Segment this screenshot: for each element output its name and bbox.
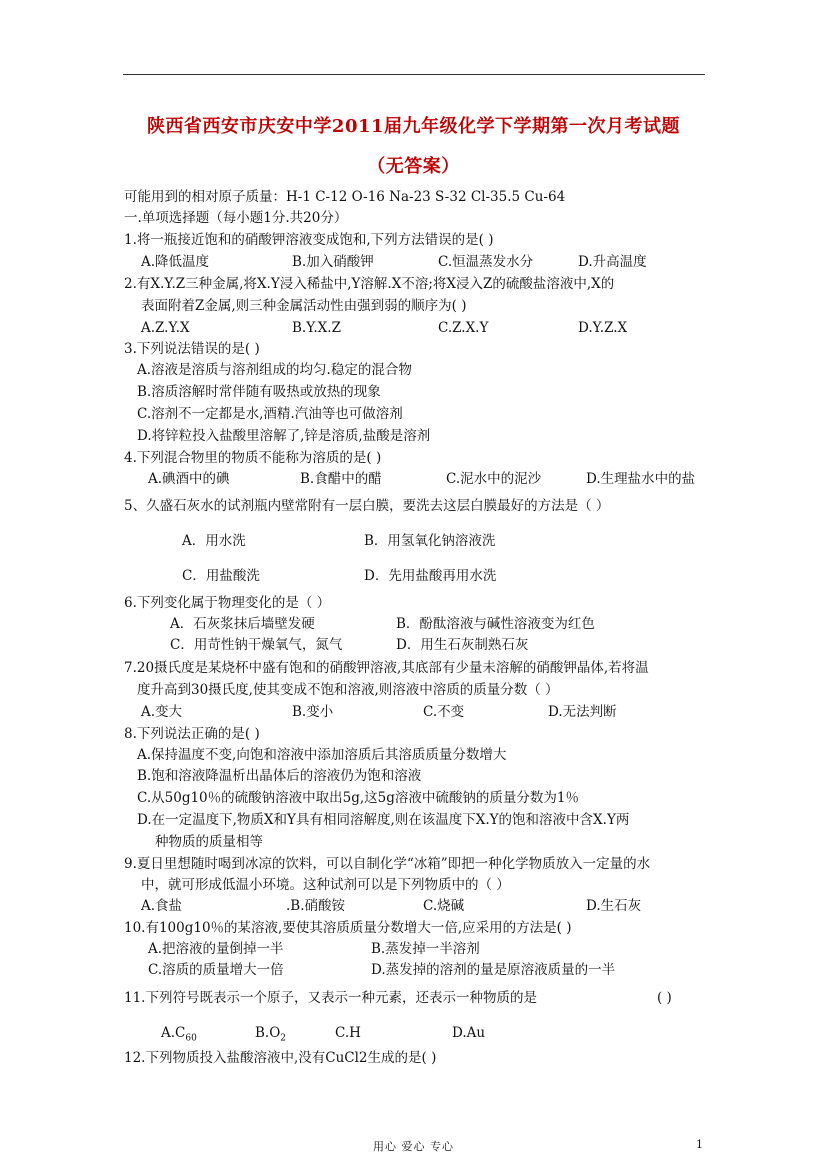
question-1-option-a: A.降低温度 xyxy=(141,254,210,270)
question-11-stem: 11.下列符号既表示一个原子，又表示一种元素，还表示一种物质的是 xyxy=(124,990,537,1006)
question-9-stem-1: 9.夏日里想随时喝到冰凉的饮料，可以自制化学“冰箱”即把一种化学物质放入一定量的水 xyxy=(124,856,651,872)
question-8-option-b: B.饱和溶液降温析出晶体后的溶液仍为饱和溶液 xyxy=(137,768,422,784)
question-8-option-d-1: D.在一定温度下,物质X和Y具有相同溶解度,则在该温度下X.Y的饱和溶液中含X.Y两 xyxy=(137,812,630,828)
page-footer: 用心 爱心 专心 xyxy=(373,1140,454,1153)
question-10-stem: 10.有100g10％的某溶液,要使其溶质质量分数增大一倍,应采用的方法是( ) xyxy=(124,920,572,936)
question-7-option-b: B.变小 xyxy=(292,704,334,720)
question-5-option-b: B．用氢氧化钠溶液洗 xyxy=(364,533,496,549)
question-10-option-c: C.溶质的质量增大一倍 xyxy=(148,962,284,978)
question-7-option-a: A.变大 xyxy=(141,704,183,720)
question-8-option-c: C.从50g10％的硫酸钠溶液中取出5g,这5g溶液中硫酸钠的质量分数为1％ xyxy=(137,790,579,806)
question-4-option-d: D.生理盐水中的盐 xyxy=(586,471,696,487)
question-11-option-c: C.H xyxy=(335,1025,361,1041)
question-7-stem-2: 度升高到30摄氏度,使其变成不饱和溶液,则溶液中溶质的质量分数（ ） xyxy=(137,682,559,698)
question-3-option-d: D.将锌粒投入盐酸里溶解了,锌是溶质,盐酸是溶剂 xyxy=(137,428,431,444)
question-9-option-d: D.生石灰 xyxy=(586,898,642,914)
question-12-stem: 12.下列物质投入盐酸溶液中,没有CuCl2生成的是( ) xyxy=(124,1050,437,1066)
question-9-option-b: .B.硝酸铵 xyxy=(286,898,346,914)
question-7-option-d: D.无法判断 xyxy=(548,704,617,720)
question-5-option-c: C．用盐酸洗 xyxy=(182,568,260,584)
question-2-option-c: C.Z.X.Y xyxy=(438,320,489,336)
question-11-option-d: D.Au xyxy=(452,1025,486,1041)
question-2-stem-1: 2.有X.Y.Z三种金属,将X.Y浸入稀盐中,Y溶解.X不溶;将X浸入Z的硫酸盐溶液中,X的 xyxy=(124,276,615,292)
question-7-option-c: C.不变 xyxy=(423,704,465,720)
question-3-stem: 3.下列说法错误的是( ) xyxy=(124,341,260,357)
question-4-stem: 4.下列混合物里的物质不能称为溶质的是( ) xyxy=(124,450,382,466)
question-11-answer-paren: ( ) xyxy=(657,990,672,1006)
question-11-option-a: $A.C_{60}$ xyxy=(161,1025,197,1044)
question-1-option-b: B.加入硝酸钾 xyxy=(292,254,374,270)
question-9-option-a: A.食盐 xyxy=(141,898,183,914)
question-9-option-c: C.烧碱 xyxy=(423,898,465,914)
question-6-option-d: D．用生石灰制熟石灰 xyxy=(396,637,529,653)
question-5-option-a: A．用水洗 xyxy=(182,533,246,549)
question-1-stem: 1.将一瓶接近饱和的硝酸钾溶液变成饱和,下列方法错误的是( ) xyxy=(124,232,494,248)
question-2-option-b: B.Y.X.Z xyxy=(292,320,341,336)
question-6-option-c: C．用苛性钠干燥氧气，氮气 xyxy=(170,637,343,653)
question-6-option-b: B．酚酞溶液与碱性溶液变为红色 xyxy=(396,616,595,632)
question-1-option-d: D.升高温度 xyxy=(578,254,647,270)
question-3-option-c: C.溶剂不一定都是水,酒精.汽油等也可做溶剂 xyxy=(137,406,403,422)
question-1-option-c: C.恒温蒸发水分 xyxy=(438,254,534,270)
question-8-option-d-2: 种物质的质量相等 xyxy=(155,834,263,850)
atomic-masses: 可能用到的相对原子质量：H-1 C-12 O-16 Na-23 S-32 Cl-35.5 Cu-64 xyxy=(124,189,566,205)
question-4-option-a: A.碘酒中的碘 xyxy=(148,471,230,487)
question-8-option-a: A.保持温度不变,向饱和溶液中添加溶质后其溶质质量分数增大 xyxy=(137,747,507,763)
question-5-option-d: D．先用盐酸再用水洗 xyxy=(364,568,497,584)
document-title: 陕西省西安市庆安中学2011届九年级化学下学期第一次月考试题 xyxy=(146,116,681,137)
question-11-option-b: $B.O_2$ xyxy=(255,1025,287,1044)
question-2-option-a: A.Z.Y.X xyxy=(141,320,190,336)
question-3-option-a: A.溶液是溶质与溶剂组成的均匀.稳定的混合物 xyxy=(137,362,412,378)
question-10-option-a: A.把溶液的量倒掉一半 xyxy=(148,941,284,957)
question-7-stem-1: 7.20摄氏度是某烧杯中盛有饱和的硝酸钾溶液,其底部有少量未溶解的硝酸钾晶体,若将温 xyxy=(124,660,649,676)
document-subtitle: （无答案） xyxy=(367,156,460,177)
question-6-option-a: A．石灰浆抹后墙壁发硬 xyxy=(170,616,315,632)
section-heading: 一.单项选择题（每小题1分.共20分） xyxy=(124,210,348,226)
question-8-stem: 8.下列说法正确的是( ) xyxy=(124,726,260,742)
question-4-option-c: C.泥水中的泥沙 xyxy=(446,471,542,487)
question-6-stem: 6.下列变化属于物理变化的是（ ） xyxy=(124,595,331,611)
question-10-option-b: B.蒸发掉一半溶剂 xyxy=(371,941,480,957)
question-3-option-b: B.溶质溶解时常伴随有吸热或放热的现象 xyxy=(137,384,381,400)
question-2-stem-2: 表面附着Z金属,则三种金属活动性由强到弱的顺序为( ) xyxy=(141,298,467,314)
question-5-stem: 5、久盛石灰水的试剂瓶内壁常附有一层白膜，要洗去这层白膜最好的方法是（ ） xyxy=(124,498,610,514)
question-9-stem-2: 中，就可形成低温小环境。这种试剂可以是下列物质中的（ ） xyxy=(141,877,510,893)
question-4-option-b: B.食醋中的醋 xyxy=(300,471,382,487)
header-rule xyxy=(123,74,705,75)
question-2-option-d: D.Y.Z.X xyxy=(578,320,628,336)
page-number: 1 xyxy=(696,1138,703,1151)
question-10-option-d: D.蒸发掉的溶剂的量是原溶液质量的一半 xyxy=(371,962,616,978)
